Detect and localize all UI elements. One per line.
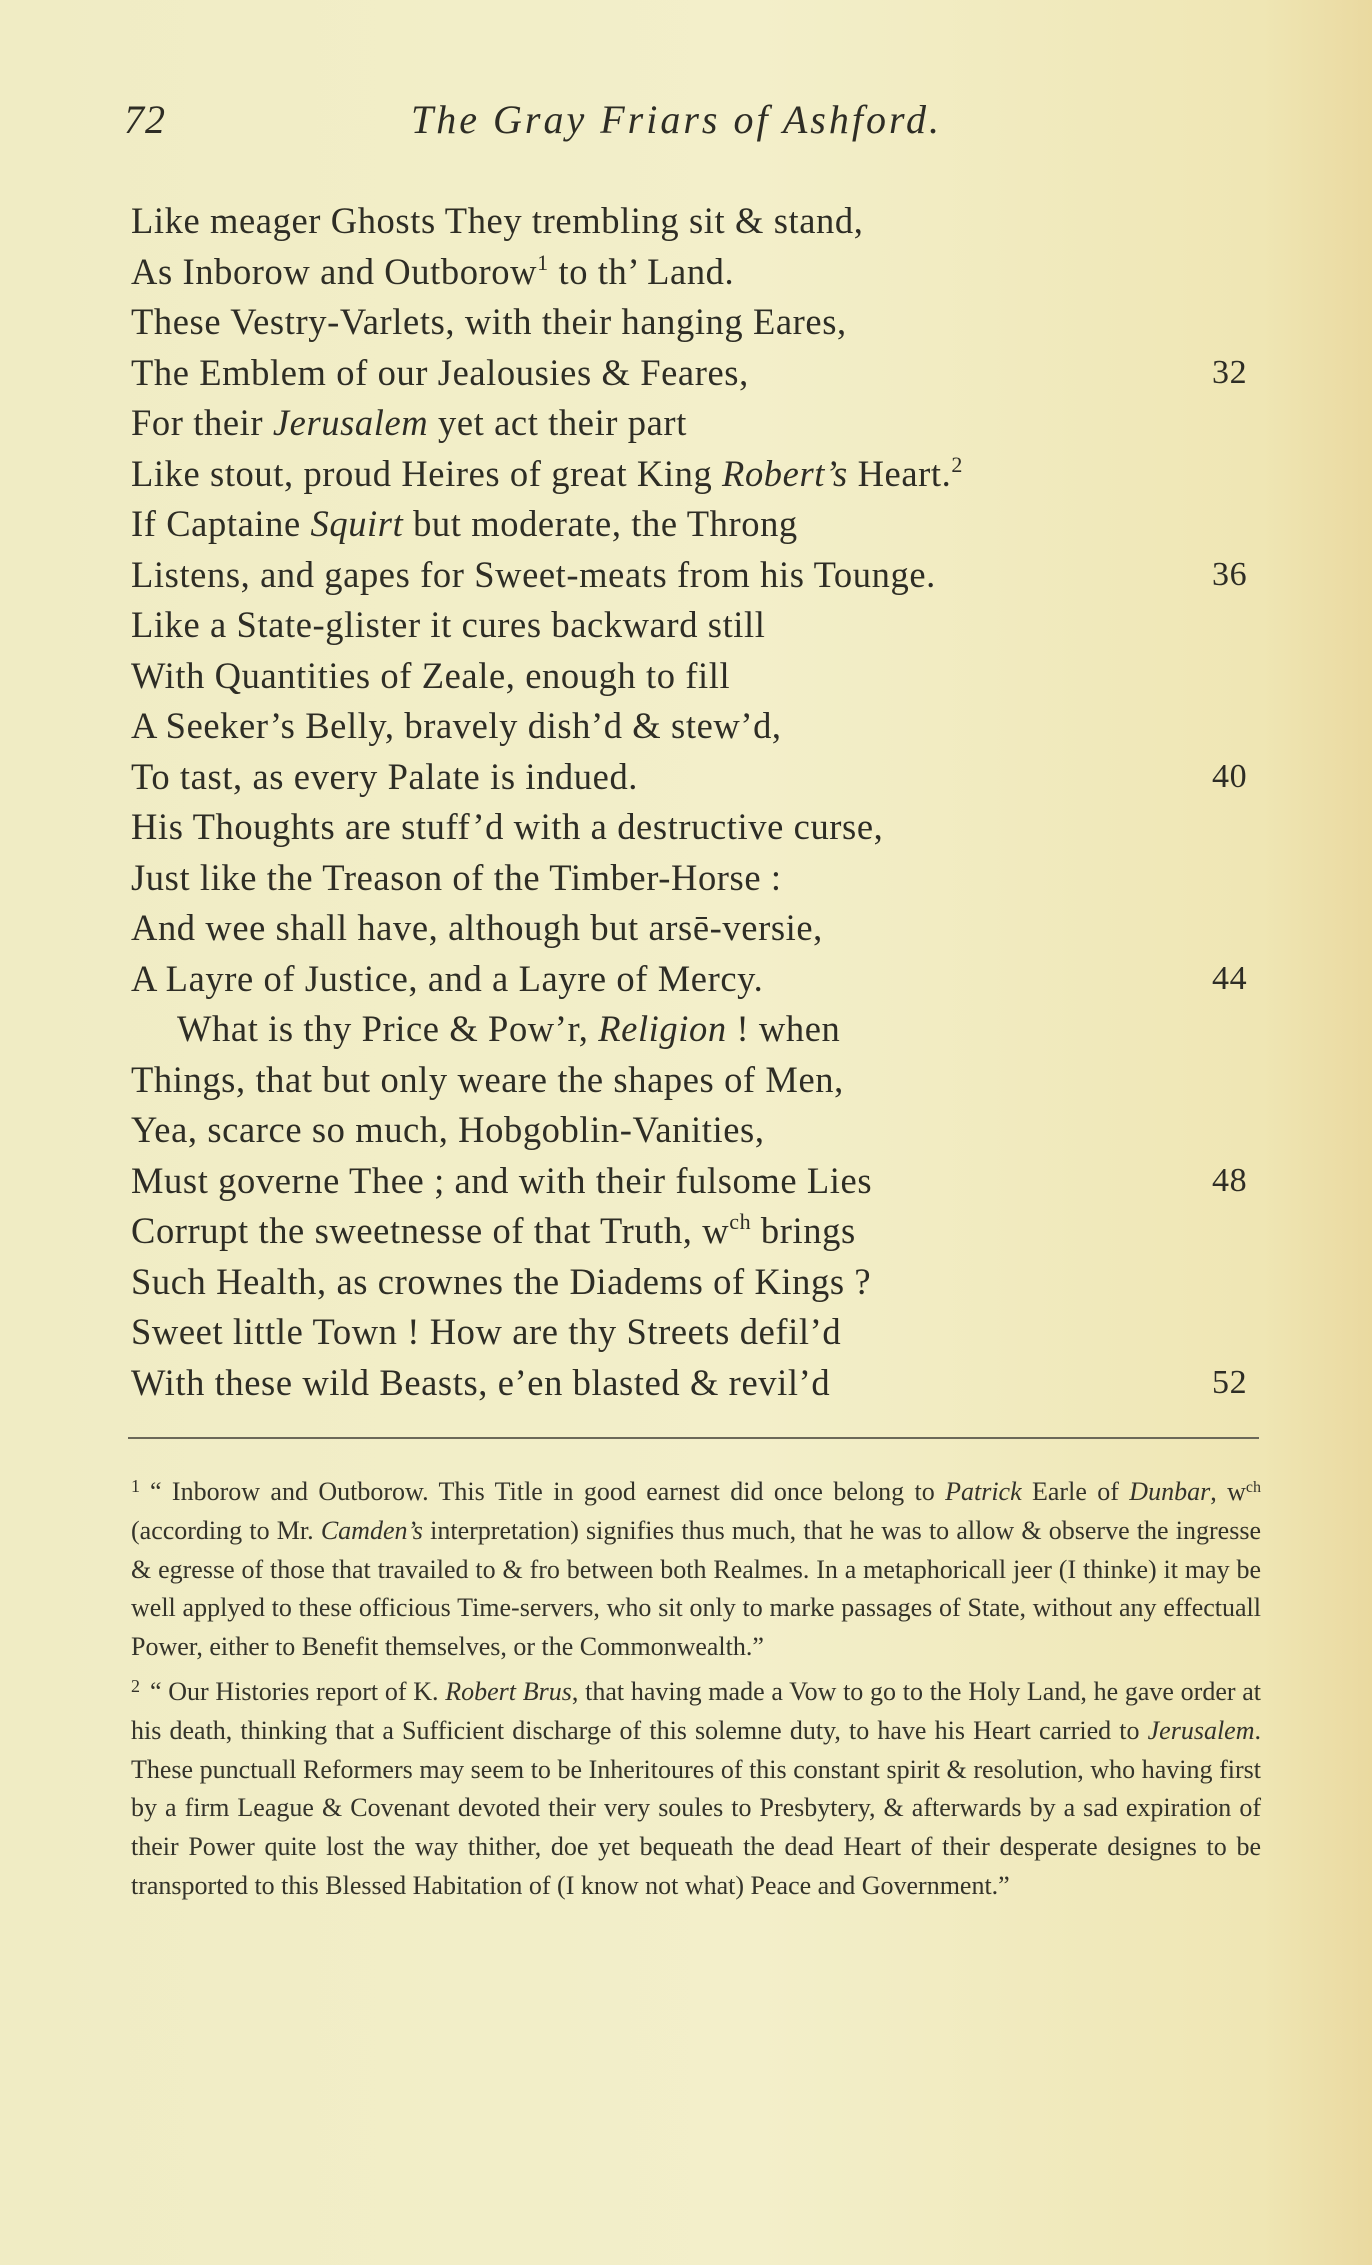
page-number: 72 — [124, 97, 166, 142]
verse-line: Like meager Ghosts They trembling sit & stand, — [131, 200, 864, 241]
verse-line: Things, that but only weare the shapes of Men, — [131, 1058, 844, 1100]
verse-line: A Seeker’s Belly, bravely dish’d & stew’d, — [131, 705, 782, 746]
footnote-mark: 1 — [131, 1476, 140, 1496]
verse-line: Listens, and gapes for Sweet-meats from his Tounge. 36 — [131, 550, 1271, 601]
running-title: The Gray Friars of Ashford. — [411, 97, 943, 142]
footnote-ref: 1 — [537, 249, 549, 275]
footnote-2: $^2$ “ Our Histories report of K. Robert Brus, that having made a Vow to go to the Holy Land, he gave order at his death, thinking that a Sufficient discharge of this solemne duty, to have his Heart carried to Jerusalem. These punctuall Reformers may seem to be Inheritoures of this constant spirit & resolution, who having first by a firm League & Covenant devoted their very soules to Presbytery, & afterwards by a sad expiration of their Power quite lost the way thither, doe yet bequeath the dead Heart of their desperate designes to be transported to this Blessed Habitation of (I know not what) Peace and Government.” — [131, 1675, 1262, 1900]
verse-line: And wee shall have, although but arsē-versie, — [131, 907, 823, 948]
verse-line: Like a State-glister it cures backward still — [131, 604, 766, 645]
page-header — [124, 96, 1254, 156]
footnote-mark: 2 — [131, 1675, 140, 1696]
footnote-divider — [128, 1437, 1259, 1439]
verse-line: With these wild Beasts, e’en blasted & revil’d 52 — [131, 1358, 1271, 1409]
verse-line: Just like the Treason of the Timber-Horse : — [131, 856, 782, 898]
verse-line: What is thy Price & Pow’r, Religion ! when — [177, 1008, 841, 1049]
verse-line: To tast, as every Palate is indued. 40 — [131, 752, 1271, 803]
line-number: 52 — [1212, 1363, 1248, 1401]
verse-line: Yea, scarce so much, Hobgoblin-Vanities, — [131, 1109, 765, 1150]
verse-line: His Thoughts are stuff’d with a destructive curse, — [131, 806, 884, 847]
verse-line: Must governe Thee ; and with their fulsome Lies 48 — [131, 1156, 1271, 1207]
verse-line: As Inborow and Outborow$^1$ to th’ Land. — [131, 249, 735, 292]
line-number: 32 — [1212, 353, 1248, 391]
verse-line: For their Jerusalem yet act their part — [131, 402, 687, 443]
verse-line: These Vestry-Varlets, with their hanging Eares, — [131, 301, 847, 342]
verse-line: With Quantities of Zeale, enough to fill — [131, 654, 731, 696]
verse-line: Sweet little Town ! How are thy Streets defil’d — [131, 1311, 842, 1352]
line-number: 36 — [1212, 555, 1248, 593]
verse-line: If Captaine Squirt but moderate, the Throng — [131, 503, 798, 544]
superscript-abbrev: ch — [729, 1209, 752, 1234]
footnotes — [131, 1467, 1261, 1906]
line-number: 48 — [1212, 1161, 1248, 1199]
verse-line: Such Health, as crownes the Diadems of Kings ? — [131, 1260, 872, 1302]
line-number: 44 — [1212, 959, 1248, 997]
verse-line: A Layre of Justice, and a Layre of Mercy. 44 — [131, 954, 1271, 1005]
footnote-1: $^1$ “ Inborow and Outborow. This Title in good earnest did once belong to Patrick Earle of Dunbar, $w^{ch}$ (according to Mr. Camden’s interpretation) signifies thus much, that he was to allow & observe the ingresse & egresse of those that travailed to & fro between both Realmes. In a metaphoricall jeer (I thinke) it may be well applyed to these officious Time-servers, who sit only to marke passages of State, without any effectuall Power, either to Benefit themselves, or the Commonwealth.” — [131, 1476, 1261, 1662]
footnote-ref: 2 — [951, 451, 963, 477]
line-number: 40 — [1212, 757, 1248, 795]
verse-block — [131, 196, 1271, 1408]
verse-line: The Emblem of our Jealousies & Feares, 32 — [131, 348, 1271, 399]
verse-line: Like stout, proud Heires of great King Robert’s Heart.$^2$ — [131, 451, 963, 494]
verse-line: Corrupt the sweetnesse of that Truth, $w^{ch}$ brings — [131, 1209, 856, 1251]
